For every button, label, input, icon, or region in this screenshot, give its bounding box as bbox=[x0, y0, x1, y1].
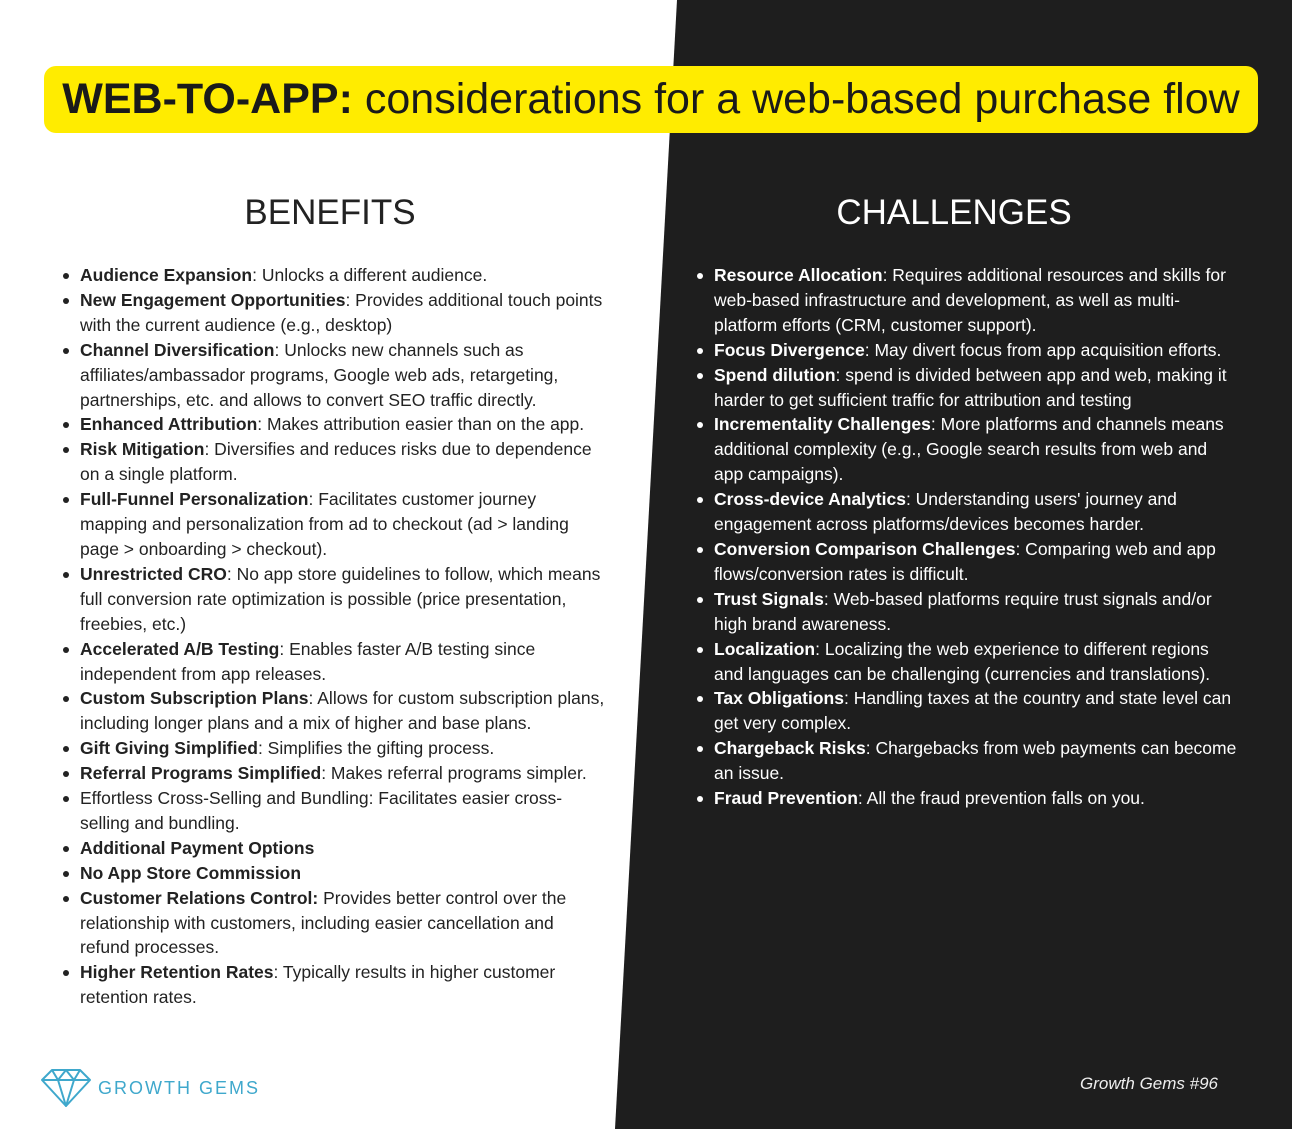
item-term: Incrementality Challenges bbox=[714, 414, 931, 435]
list-item bbox=[694, 412, 1239, 487]
list-item bbox=[60, 960, 608, 1010]
item-term: Focus Divergence bbox=[714, 339, 865, 360]
item-term: Spend dilution bbox=[714, 364, 836, 385]
item-term: Cross-device Analytics bbox=[714, 489, 906, 510]
title-banner bbox=[44, 66, 1258, 133]
item-text: : Unlocks a different audience. bbox=[252, 265, 488, 285]
item-text: Effortless Cross-Selling and Bundling: Facilitates easier cross-selling and bundling. bbox=[80, 788, 563, 833]
item-text: : Localizing the web experience to different regions and languages can be challenging (currencies and translations). bbox=[714, 638, 1211, 684]
item-term: New Engagement Opportunities bbox=[80, 289, 346, 310]
list-item bbox=[60, 562, 608, 637]
list-item bbox=[694, 686, 1239, 736]
diamond-icon bbox=[40, 1068, 92, 1108]
benefits-list bbox=[60, 263, 608, 1010]
challenges-column bbox=[694, 190, 1239, 809]
issue-label: Growth Gems #96 bbox=[1080, 1074, 1218, 1093]
title-rest: considerations for a web-based purchase flow bbox=[352, 75, 1240, 123]
list-item bbox=[694, 537, 1239, 587]
list-item bbox=[60, 886, 608, 961]
item-text: : spend is divided between app and web, making it harder to get sufficient traffic for attribution and testing bbox=[714, 364, 1227, 410]
list-item bbox=[60, 412, 608, 437]
item-term: Channel Diversification bbox=[80, 339, 275, 360]
item-text: : Provides additional touch points with the current audience (e.g., desktop) bbox=[80, 289, 603, 335]
list-item bbox=[694, 637, 1239, 687]
item-text: : Requires additional resources and skills for web-based infrastructure and development, as well as multi-platform efforts (CRM, customer support). bbox=[714, 265, 1226, 335]
benefits-heading: BENEFITS bbox=[244, 193, 416, 232]
list-item bbox=[60, 761, 608, 786]
item-text: : Understanding users' journey and engagement across platforms/devices becomes harder. bbox=[714, 489, 1177, 535]
item-text: : Makes attribution easier than on the app. bbox=[257, 414, 585, 435]
growth-gems-logo bbox=[40, 1068, 260, 1108]
item-text: : More platforms and channels means additional complexity (e.g., Google search results from web and app campaigns). bbox=[714, 414, 1224, 485]
list-item bbox=[694, 363, 1239, 413]
challenges-heading: CHALLENGES bbox=[836, 193, 1072, 232]
item-term: Customer Relations Control: bbox=[80, 887, 319, 908]
item-text: : Facilitates customer journey mapping and personalization from ad to checkout (ad > landing page > onboarding > checkout). bbox=[80, 489, 569, 559]
item-text: : Unlocks new channels such as affiliates/ambassador programs, Google web ads, retargeting, partnerships, etc. and allows to convert SEO traffic directly. bbox=[80, 339, 559, 410]
item-text: : All the fraud prevention falls on you. bbox=[857, 788, 1145, 809]
item-text: : Web-based platforms require trust signals and/or high brand awareness. bbox=[714, 588, 1212, 634]
item-text: : Comparing web and app flows/conversion rates is difficult. bbox=[714, 538, 1216, 584]
item-term: No App Store Commission bbox=[80, 862, 302, 883]
list-item bbox=[60, 487, 608, 562]
item-text: : No app store guidelines to follow, which means full conversion rate optimization is possible (price presentation, freebies, etc.) bbox=[80, 563, 601, 634]
item-term: Referral Programs Simplified bbox=[80, 763, 322, 784]
item-text: : Makes referral programs simpler. bbox=[321, 763, 587, 784]
item-term: Additional Payment Options bbox=[80, 837, 315, 858]
list-item bbox=[60, 736, 608, 761]
list-item bbox=[60, 786, 608, 836]
item-text: : Typically results in higher customer retention rates. bbox=[80, 962, 556, 1008]
list-item bbox=[694, 487, 1239, 537]
item-text: Provides better control over the relationship with customers, including easier cancellation and refund processes. bbox=[80, 887, 567, 958]
item-text: : Allows for custom subscription plans, including longer plans and a mix of higher and base plans. bbox=[80, 688, 605, 734]
item-term: Conversion Comparison Challenges bbox=[714, 538, 1016, 559]
item-term: Custom Subscription Plans bbox=[80, 688, 309, 709]
list-item bbox=[694, 736, 1239, 786]
item-term: Audience Expansion bbox=[80, 265, 253, 285]
item-term: Trust Signals bbox=[714, 588, 824, 609]
item-term: Fraud Prevention bbox=[714, 788, 858, 809]
list-item bbox=[60, 836, 608, 861]
item-term: Resource Allocation bbox=[714, 265, 883, 285]
list-item bbox=[694, 263, 1239, 338]
logo-text: GROWTH GEMS bbox=[98, 1077, 260, 1098]
list-item bbox=[60, 686, 608, 736]
list-item bbox=[694, 786, 1239, 811]
item-text: : Simplifies the gifting process. bbox=[257, 738, 495, 759]
item-term: Enhanced Attribution bbox=[80, 414, 258, 435]
item-text: : Chargebacks from web payments can become an issue. bbox=[714, 738, 1237, 784]
list-item bbox=[60, 263, 608, 288]
list-item bbox=[60, 861, 608, 886]
item-text: : May divert focus from app acquisition efforts. bbox=[864, 339, 1222, 360]
list-item bbox=[60, 288, 608, 338]
item-term: Accelerated A/B Testing bbox=[80, 638, 280, 659]
item-term: Localization bbox=[714, 638, 816, 659]
item-term: Full-Funnel Personalization bbox=[80, 489, 309, 510]
item-term: Tax Obligations bbox=[714, 688, 844, 709]
item-term: Chargeback Risks bbox=[714, 738, 866, 759]
list-item bbox=[60, 338, 608, 413]
benefits-column bbox=[60, 190, 608, 1008]
list-item bbox=[60, 637, 608, 687]
item-text: : Handling taxes at the country and state level can get very complex. bbox=[714, 688, 1232, 734]
item-text: : Diversifies and reduces risks due to dependence on a single platform. bbox=[80, 439, 592, 485]
list-item bbox=[694, 587, 1239, 637]
item-term: Unrestricted CRO bbox=[80, 563, 227, 584]
item-term: Gift Giving Simplified bbox=[80, 738, 258, 759]
item-text: : Enables faster A/B testing since independent from app releases. bbox=[80, 638, 536, 684]
list-item bbox=[694, 338, 1239, 363]
item-term: Higher Retention Rates bbox=[80, 962, 274, 983]
challenges-list bbox=[694, 263, 1239, 811]
list-item bbox=[60, 437, 608, 487]
title-bold: WEB-TO-APP: bbox=[62, 75, 353, 123]
item-term: Risk Mitigation bbox=[80, 439, 205, 460]
